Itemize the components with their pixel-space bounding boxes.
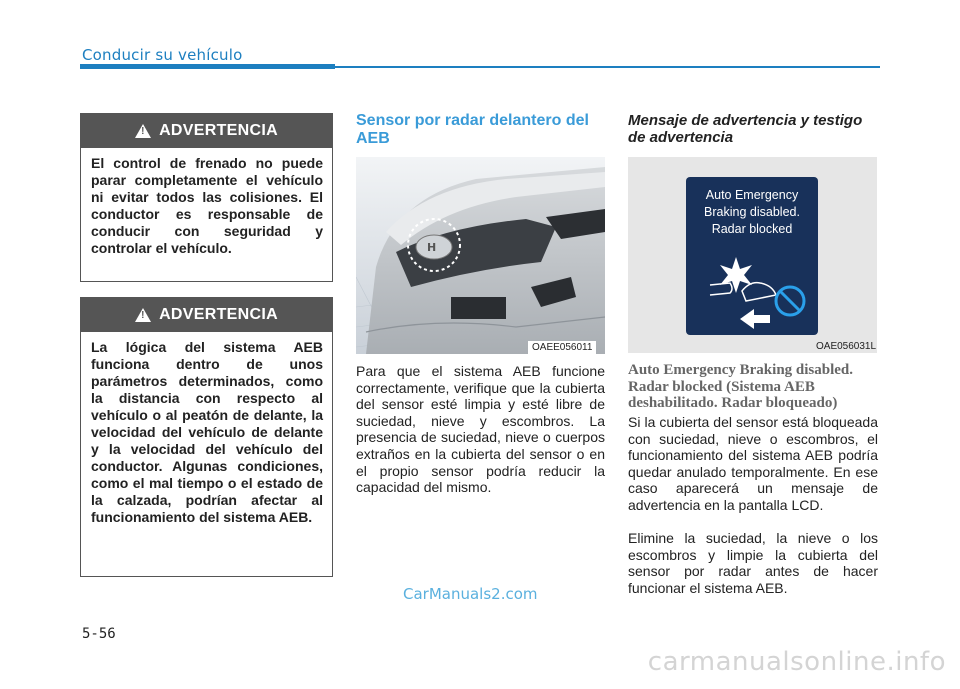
header-bar-thick [80,64,335,69]
header-section-title: Conducir su vehículo [82,46,243,64]
page-number: 5-56 [82,626,116,642]
warning-triangle-icon [135,124,151,138]
lcd-line-3: Radar blocked [711,222,793,236]
warning-label: ADVERTENCIA [159,306,278,323]
footer-watermark: carmanualsonline.info [647,647,946,677]
message-subtitle: Auto Emergency Braking disabled. Radar blocked (Sistema AEB deshabilitado. Radar bloqueado) [628,362,854,411]
sensor-section-title: Sensor por radar delantero del AEB [356,112,589,147]
message-paragraph-2: Elimine la suciedad, la nieve o los escombros y limpie la cubierta del sensor por radar antes de hacer funcionar el sistema AEB. [628,530,878,596]
image-code-2: OAE056031L [816,341,877,352]
image-code-1: OAEE056011 [528,341,596,354]
lcd-line-1: Auto Emergency [705,188,799,202]
watermark-link[interactable]: CarManuals2.com [403,585,538,603]
car-front-illustration [356,157,605,354]
header-bar-thin [335,66,880,68]
lcd-line-2: Braking disabled. [704,205,800,219]
svg-text:H: H [427,241,437,254]
message-paragraph-1: Si la cubierta del sensor está bloqueada con suciedad, nieve o escombros, el funcionamiento del sistema AEB podría quedar anulado temporalmente. En ese caso aparecerá un mensaje de advertencia en la pantalla LCD. [628,414,878,513]
warning-text: La lógica del sistema AEB funciona dentro de unos parámetros determinados, como la distancia con respecto al vehículo o al peatón de delante, la velocidad del vehículo de delante y la velocidad del vehículo del conductor. Algunas condiciones, como el mal tiempo o el estado de la calzada, podrían afectar al funcionamiento del sistema AEB. [91,339,323,525]
collision-warning-icon [686,177,818,335]
warning-label: ADVERTENCIA [159,122,278,139]
warning-banner [81,114,332,148]
warning-box-2 [80,297,333,577]
car-front-photo [356,157,605,354]
lcd-screen [686,177,818,335]
warning-triangle-icon [135,308,151,322]
lcd-warning-image [628,157,877,353]
message-section-title: Mensaje de advertencia y testigo de advertencia [628,112,863,146]
sensor-paragraph: Para que el sistema AEB funcione correctamente, verifique que la cubierta del sensor esté limpia y esté libre de suciedad, nieve y escombros. La presencia de suciedad, nieve o cuerpos extraños en la cubierta del sensor o en el propio sensor podría reducir la capacidad del mismo. [356,363,605,496]
warning-banner [81,298,332,332]
warning-text: El control de frenado no puede parar completamente el vehículo ni evitar todos las colisiones. El conductor es responsable de conducir con seguridad y controlar el vehículo. [91,155,323,256]
warning-box-1 [80,113,333,282]
